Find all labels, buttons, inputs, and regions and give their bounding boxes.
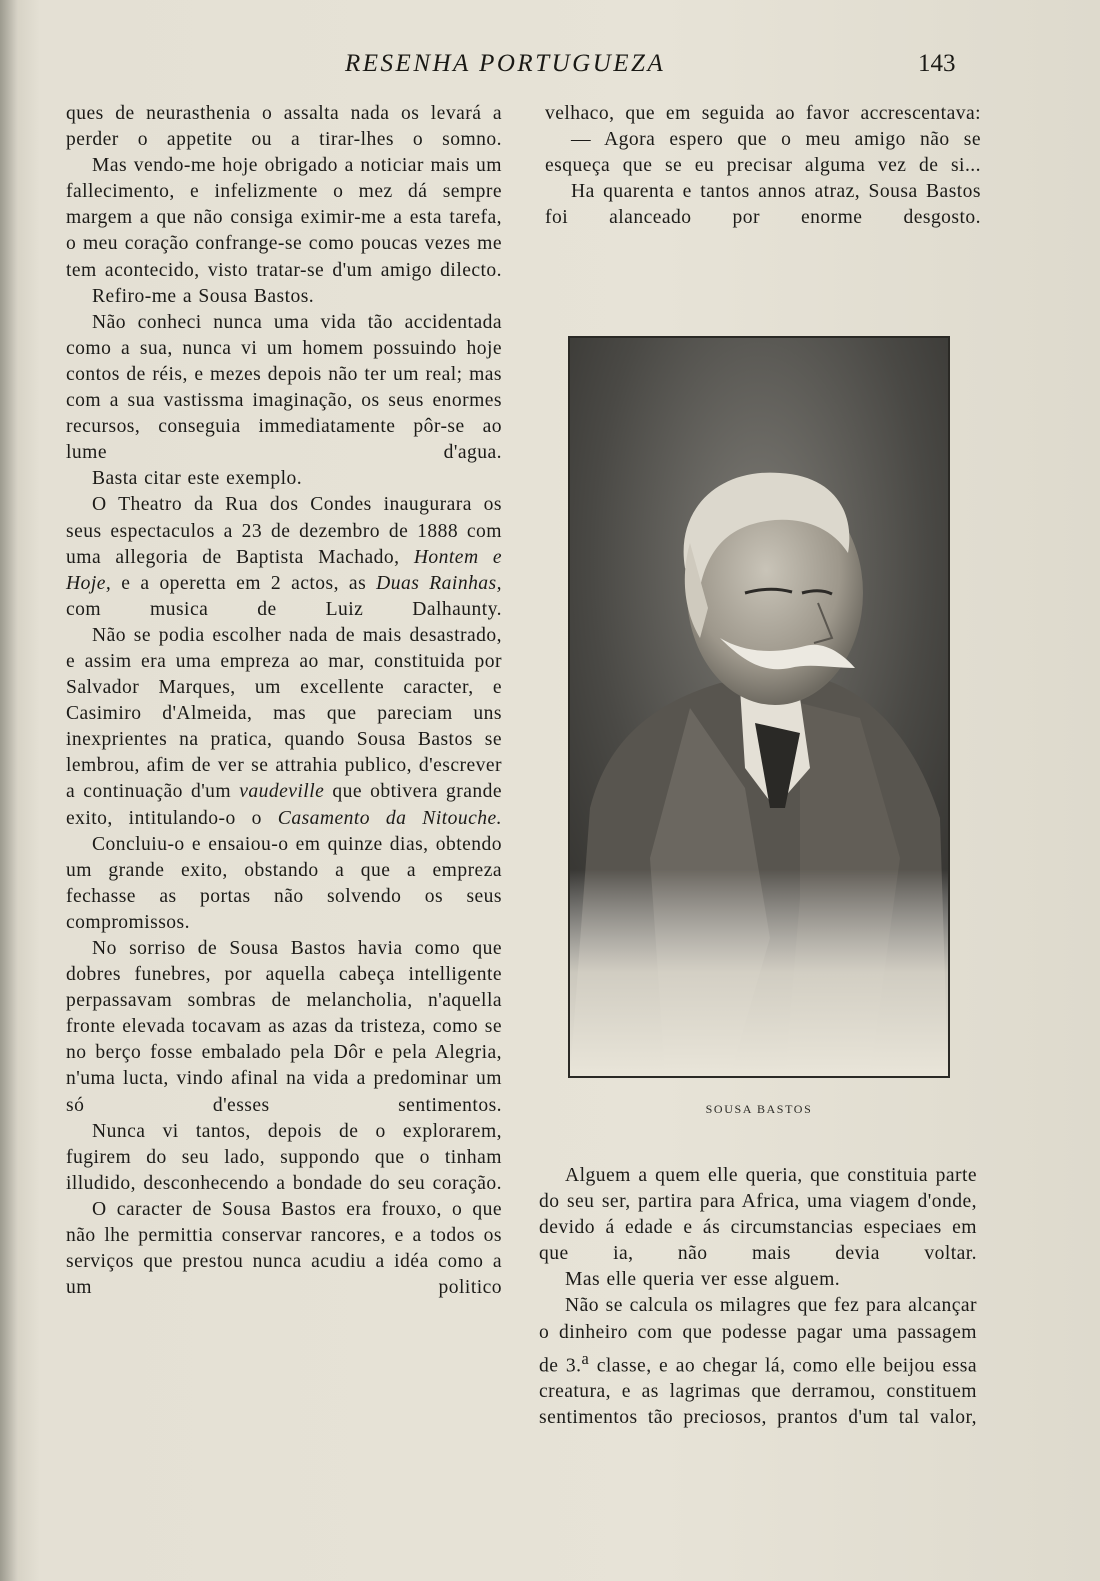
paragraph: No sorriso de Sousa Bastos havia como que dobres funebres, por aquella cabeça intelligente perpassavam sombras de melancholia, n'aquella fronte elevada tocavam as azas da tristeza, como se no berço fosse embalado pela Dôr e pela Alegria, n'uma lucta, vindo afinal na vida a predominar um só d'esses sentimentos. [66,938,502,1116]
paragraph: — Agora espero que o meu amigo não se esqueça que se eu precisar alguma vez de si... [545,129,981,177]
paragraph [66,492,502,622]
running-title: RESENHA PORTUGUEZA [345,50,666,77]
left-column [66,101,502,1301]
italic-title: Casamento da Nitouche. [277,807,502,829]
italic-title: Duas Rainhas, [376,572,502,594]
text-run: com musica de Luiz Dalhaunty. [66,598,502,620]
portrait-photo [570,338,948,1076]
paragraph: Ha quarenta e tantos annos atraz, Sousa Bastos foi alanceado por enorme desgosto. [545,181,981,229]
paragraph: velhaco, que em seguida ao favor accrescentava: [545,103,981,124]
text-run: Não se podia escolher nada de mais desastrado, e assim era uma empreza ao mar, constituida por Salvador Marques, um excellente caracter, e Casimiro d'Almeida, mas que pareciam uns inexprientes na pratica, quando Sousa Bastos se lembrou, afim de ver se attrahia publico, d'escrever a continuação d'um [66,624,502,803]
paragraph: Alguem a quem elle queria, que constituia parte do seu ser, partira para Africa, uma viagem d'onde, devido á edade e ás circumstancias especiaes em que ia, não mais devia voltar. [539,1165,977,1265]
paragraph: Mas vendo-me hoje obrigado a noticiar mais um fallecimento, e infelizmente o mez dá sempre margem a que não consiga eximir-me a esta tarefa, o meu coração confrange-se como poucas vezes me tem acontecido, visto tratar-se d'um amigo dilecto. [66,155,502,281]
italic-title: Hontem e Hoje, [66,546,502,594]
paragraph [539,1293,977,1431]
text-run: classe, e ao chegar lá, como elle beijou essa creatura, e as lagrimas que derramou, constituem sentimentos tão preciosos, prantos d'um tal valor, [539,1355,977,1429]
page-header [0,46,1100,86]
text-run: e a operetta em 2 actos, as [111,572,377,594]
text-run: Não se calcula os milagres que fez para alcançar o dinheiro com que podesse pagar uma passagem de 3. [539,1295,977,1377]
paragraph: ques de neurasthenia o assalta nada os levará a perder o appetite ou a tirar-lhes o somno. [66,103,502,151]
superscript: a [581,1348,590,1368]
paragraph: Concluiu-o e ensaiou-o em quinze dias, obtendo um grande exito, obstando a que a empreza fechasse as portas não solvendo os seus compromissos. [66,833,502,933]
right-column-top [545,101,981,231]
page-number: 143 [918,50,956,77]
paragraph: Nunca vi tantos, depois de o explorarem, fugirem do seu lado, suppondo que o tinham illudido, desconhecendo a bondade do seu coração. [66,1120,502,1194]
text-run: O Theatro da Rua dos Condes inaugurara os seus espectaculos a 23 de dezembro de 1888 com uma allegoria de Baptista Machado, [66,494,502,568]
italic-term: vaudeville [239,781,325,803]
paragraph: Basta citar este exemplo. [92,468,303,490]
portrait-figure [568,336,950,1078]
paragraph: Não conheci nunca uma vida tão accidentada como a sua, nunca vi um homem possuindo hoje contos de réis, e mezes depois não ter um real; mas com a sua vastissma imaginação, os seus enormes recursos, conseguia immediatamente pôr-se ao lume d'agua. [66,311,502,464]
figure-caption: SOUSA BASTOS [705,1102,813,1116]
right-column-bottom [539,1163,977,1431]
paragraph: Refiro-me a Sousa Bastos. [92,285,315,307]
paragraph: Mas elle queria ver esse alguem. [565,1269,841,1291]
paragraph: O caracter de Sousa Bastos era frouxo, o que não lhe permittia conservar rancores, e a todos os serviços que prestou nunca acudiu a idéa como a um politico [66,1198,502,1299]
text-run: que obtivera grande exito, intitulando-o o [66,781,502,829]
paragraph [66,623,502,832]
